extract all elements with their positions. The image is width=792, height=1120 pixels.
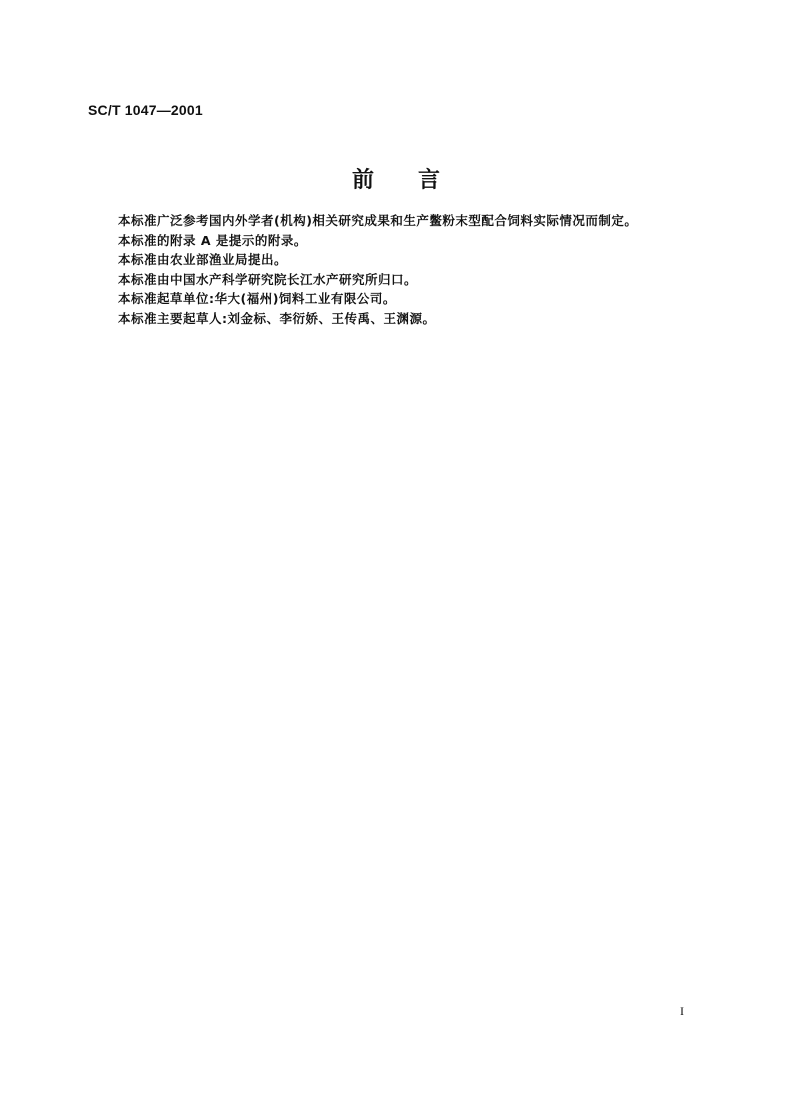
paragraph: 本标准由中国水产科学研究院长江水产研究所归口。 [118, 271, 418, 287]
page-title: 前言 [351, 168, 484, 193]
paragraph: 本标准广泛参考国内外学者(机构)相关研究成果和生产鳖粉末型配合饲料实际情况而制定。 [118, 213, 638, 228]
paragraph: 本标准主要起草人:刘金标、李衍娇、王传禹、王渊源。 [118, 310, 436, 326]
foreword-body [118, 211, 718, 328]
page-number: I [680, 1004, 684, 1018]
standard-code: SC/T 1047—2001 [88, 102, 203, 118]
paragraph: 本标准起草单位:华大(福州)饲料工业有限公司。 [118, 291, 396, 306]
paragraph: 本标准由农业部渔业局提出。 [118, 252, 288, 267]
paragraph: 本标准的附录 A 是提示的附录。 [118, 232, 307, 248]
